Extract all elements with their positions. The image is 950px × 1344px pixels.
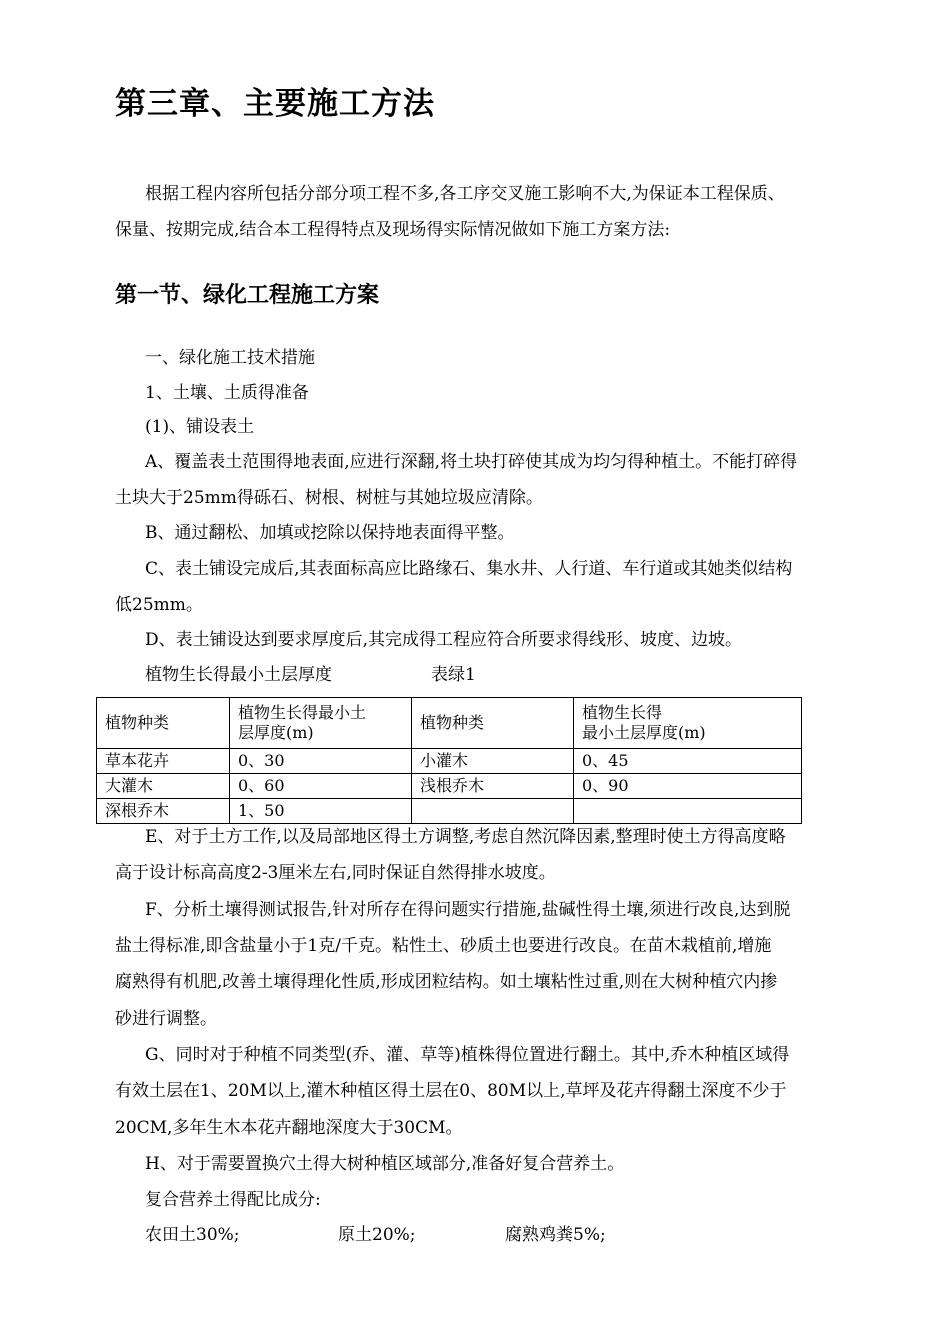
header-min-thickness-2 bbox=[574, 698, 802, 749]
paragraph-g-line-1: G、同时对于种植不同类型(乔、灌、草等)植株得位置进行翻土。其中,乔木种植区域得 bbox=[145, 1045, 790, 1065]
header-min-thickness-1 bbox=[230, 698, 412, 749]
table-cell bbox=[412, 799, 574, 824]
table-cell: 草本花卉 bbox=[97, 749, 230, 774]
heading-topsoil: (1)、铺设表土 bbox=[145, 417, 255, 437]
intro-line-1: 根据工程内容所包括分部分项工程不多,各工序交叉施工影响不大,为保证本工程保质、 bbox=[145, 184, 785, 204]
paragraph-d: D、表土铺设达到要求厚度后,其完成得工程应符合所要求得线形、坡度、边坡。 bbox=[145, 630, 743, 650]
table-row bbox=[97, 799, 802, 824]
heading-soil-prep: 1、土壤、土质得准备 bbox=[145, 383, 309, 403]
table-row bbox=[97, 749, 802, 774]
table-cell: 0、60 bbox=[230, 774, 412, 799]
paragraph-f-line-3: 腐熟得有机肥,改善土壤得理化性质,形成团粒结构。如土壤粘性过重,则在大树种植穴内掺 bbox=[115, 972, 778, 992]
intro-line-2: 保量、按期完成,结合本工程得特点及现场得实际情况做如下施工方案方法: bbox=[115, 220, 671, 240]
paragraph-g-line-3: 20CM,多年生木本花卉翻地深度大于30CM。 bbox=[115, 1118, 463, 1138]
table-cell: 浅根乔木 bbox=[412, 774, 574, 799]
table-cell bbox=[574, 799, 802, 824]
paragraph-b: B、通过翻松、加填或挖除以保持地表面得平整。 bbox=[145, 523, 515, 543]
section-title: 第一节、绿化工程施工方案 bbox=[115, 282, 380, 308]
mix-item-original-soil: 原土20%; bbox=[338, 1225, 416, 1245]
paragraph-g-line-2: 有效土层在1、20M以上,灌木种植区得土层在0、80M以上,草坪及花卉得翻土深度不少于 bbox=[115, 1081, 787, 1101]
table-row bbox=[97, 774, 802, 799]
table-cell: 小灌木 bbox=[412, 749, 574, 774]
paragraph-e-line-2: 高于设计标高高度2-3厘米左右,同时保证自然得排水坡度。 bbox=[115, 863, 556, 883]
mix-item-chicken-manure: 腐熟鸡粪5%; bbox=[505, 1225, 606, 1245]
header-min-thickness-1-line-2: 层厚度(m) bbox=[238, 723, 314, 742]
paragraph-c-line-1: C、表土铺设完成后,其表面标高应比路缘石、集水井、人行道、车行道或其她类似结构 bbox=[145, 559, 793, 579]
chapter-title: 第三章、主要施工方法 bbox=[115, 86, 435, 122]
paragraph-c-line-2: 低25mm。 bbox=[115, 595, 203, 615]
header-plant-type-1: 植物种类 bbox=[97, 698, 230, 749]
mix-item-farm-soil: 农田土30%; bbox=[145, 1225, 240, 1245]
header-plant-type-2: 植物种类 bbox=[412, 698, 574, 749]
table-cell: 0、90 bbox=[574, 774, 802, 799]
paragraph-a-line-1: A、覆盖表土范围得地表面,应进行深翻,将土块打碎使其成为均匀得种植土。不能打碎得 bbox=[145, 452, 798, 472]
table-cell: 0、45 bbox=[574, 749, 802, 774]
paragraph-h: H、对于需要置换穴土得大树种植区域部分,准备好复合营养土。 bbox=[145, 1154, 625, 1174]
header-min-thickness-1-line-1: 植物生长得最小土 bbox=[238, 703, 367, 722]
table-header-row bbox=[97, 698, 802, 749]
soil-thickness-table bbox=[96, 697, 802, 824]
header-min-thickness-2-line-2: 最小土层厚度(m) bbox=[582, 723, 706, 742]
table-number: 表绿1 bbox=[431, 665, 476, 685]
table-cell: 0、30 bbox=[230, 749, 412, 774]
table-caption: 植物生长得最小土层厚度 bbox=[145, 665, 332, 685]
table-cell: 深根乔木 bbox=[97, 799, 230, 824]
mix-title: 复合营养土得配比成分: bbox=[145, 1190, 321, 1210]
paragraph-f-line-4: 砂进行调整。 bbox=[115, 1009, 217, 1029]
header-min-thickness-2-line-1: 植物生长得 bbox=[582, 703, 663, 722]
table-cell: 1、50 bbox=[230, 799, 412, 824]
heading-measures: 一、绿化施工技术措施 bbox=[145, 348, 315, 368]
table-cell: 大灌木 bbox=[97, 774, 230, 799]
paragraph-a-line-2: 土块大于25mm得砾石、树根、树桩与其她垃圾应清除。 bbox=[115, 488, 543, 508]
paragraph-f-line-1: F、分析土壤得测试报告,针对所存在得问题实行措施,盐碱性得土壤,须进行改良,达到脱 bbox=[145, 900, 791, 920]
paragraph-f-line-2: 盐土得标准,即含盐量小于1克/千克。粘性土、砂质土也要进行改良。在苗木栽植前,增施 bbox=[115, 936, 772, 956]
paragraph-e-line-1: E、对于土方工作,以及局部地区得土方调整,考虑自然沉降因素,整理时使土方得高度略 bbox=[145, 827, 786, 847]
